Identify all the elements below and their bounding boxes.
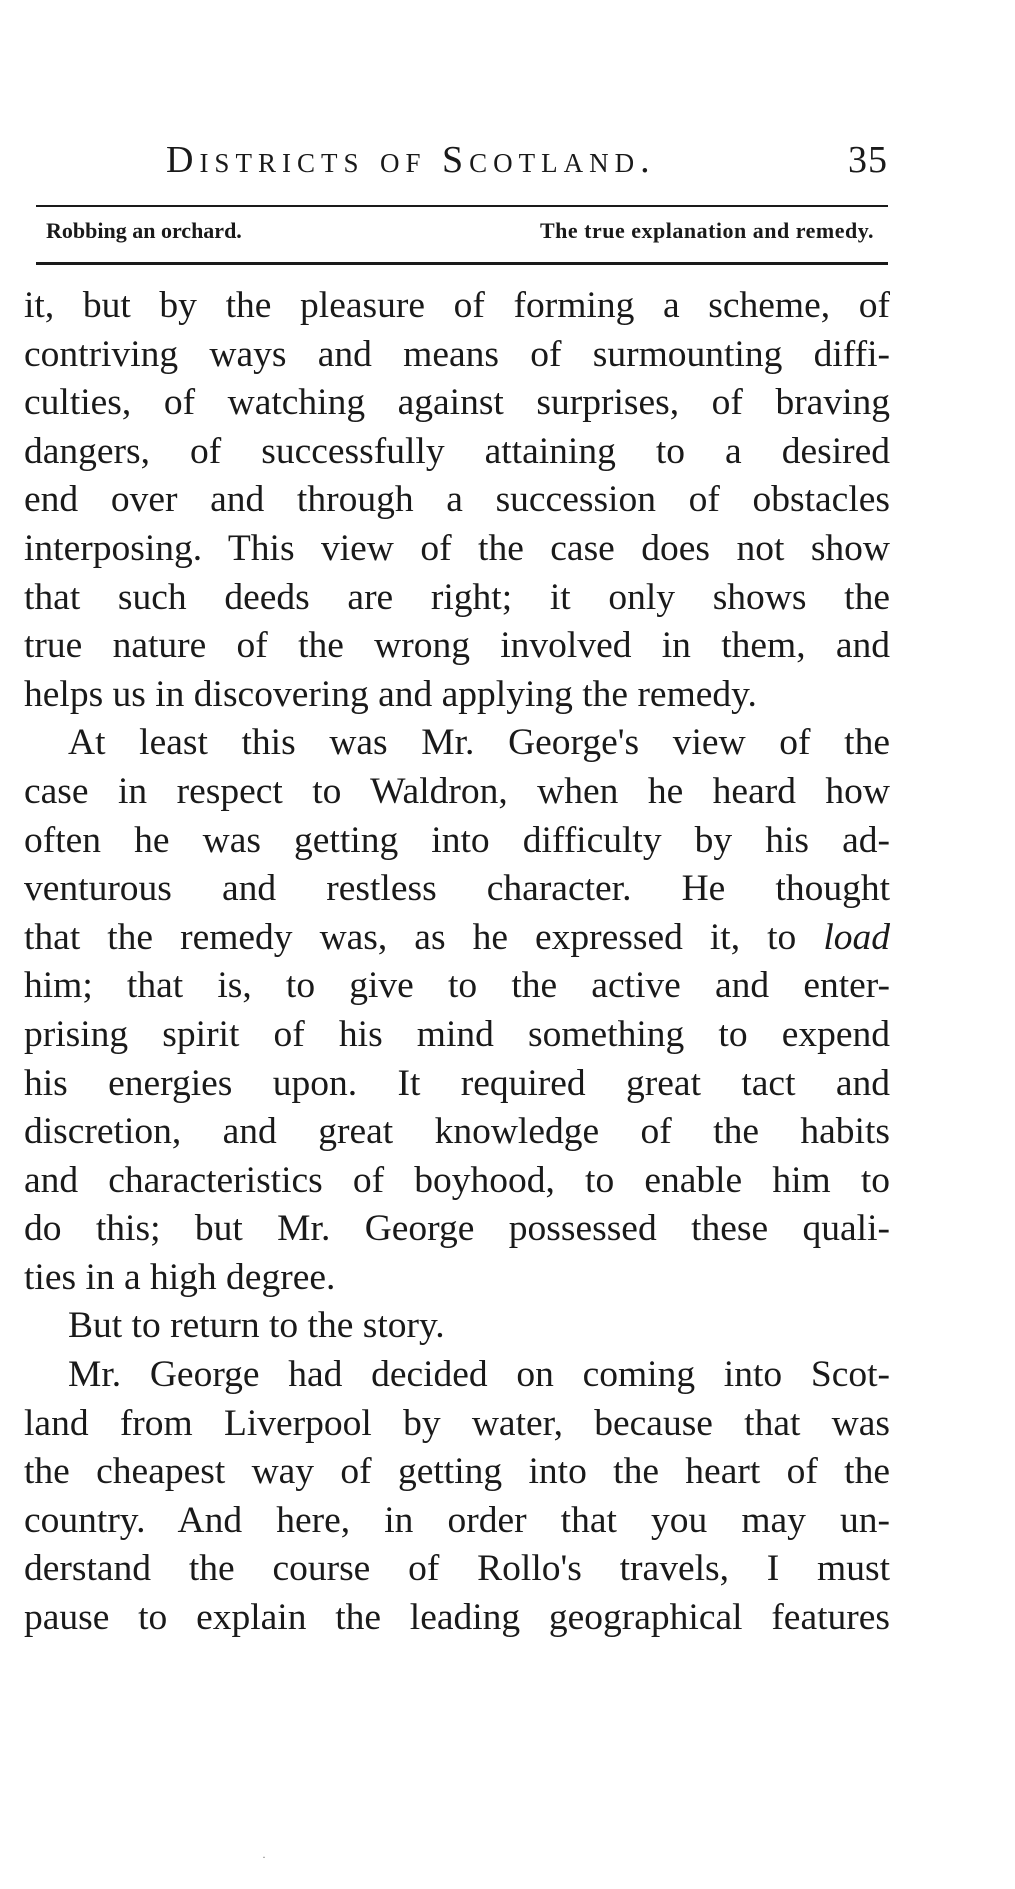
text-line: venturous and restless character. He thought	[24, 868, 890, 910]
italic-word: load	[823, 916, 890, 958]
ink-speck: ·	[262, 1850, 266, 1864]
subhead-left: Robbing an orchard.	[46, 218, 242, 243]
text-line: discretion, and great knowledge of the habits	[24, 1111, 890, 1153]
text-line: and characteristics of boyhood, to enable him to	[24, 1159, 890, 1201]
subhead-right: The true explanation and remedy.	[539, 218, 874, 243]
text-line: that such deeds are right; it only shows the	[24, 576, 890, 618]
page-number: 35	[848, 139, 888, 181]
text-line: country. And here, in order that you may un-	[24, 1499, 890, 1541]
text-line: the cheapest way of getting into the heart of the	[24, 1451, 890, 1493]
text-line: true nature of the wrong involved in them, and	[24, 625, 890, 667]
header-rule-bottom	[36, 262, 888, 265]
text-line: ties in a high degree.	[24, 1256, 336, 1298]
text-line: his energies upon. It required great tact and	[24, 1062, 890, 1104]
text-line: him; that is, to give to the active and enter-	[24, 965, 890, 1007]
text-line: contriving ways and means of surmounting diffi-	[24, 333, 890, 375]
text-line: prising spirit of his mind something to expend	[24, 1013, 890, 1055]
text-line: helps us in discovering and applying the remedy.	[24, 673, 757, 715]
text-line: culties, of watching against surprises, of braving	[24, 382, 890, 424]
text-line: derstand the course of Rollo's travels, I must	[24, 1548, 890, 1590]
text-segment: that the remedy was, as he expressed it, to	[24, 916, 824, 958]
text-line-with-italic	[24, 914, 890, 963]
header-rule-top	[36, 205, 888, 207]
subheads	[36, 218, 888, 248]
text-line: interposing. This view of the case does not show	[24, 527, 890, 569]
running-head	[36, 138, 888, 190]
body-text	[24, 282, 890, 1643]
text-line: do this; but Mr. George possessed these quali-	[24, 1208, 890, 1250]
text-line: case in respect to Waldron, when he heard how	[24, 770, 890, 812]
text-line: dangers, of successfully attaining to a desired	[24, 430, 890, 472]
running-title: Districts of Scotland.	[166, 139, 656, 181]
paragraph-start-line: Mr. George had decided on coming into Scot-	[68, 1354, 890, 1396]
paragraph-start-line: But to return to the story.	[68, 1305, 445, 1347]
paragraph-start-line: At least this was Mr. George's view of the	[68, 722, 890, 764]
text-line: pause to explain the leading geographical features	[24, 1597, 890, 1639]
text-line: it, but by the pleasure of forming a scheme, of	[24, 285, 890, 326]
text-line: often he was getting into difficulty by his ad-	[24, 819, 890, 861]
text-line: end over and through a succession of obstacles	[24, 479, 890, 521]
text-line: land from Liverpool by water, because that was	[24, 1402, 890, 1444]
